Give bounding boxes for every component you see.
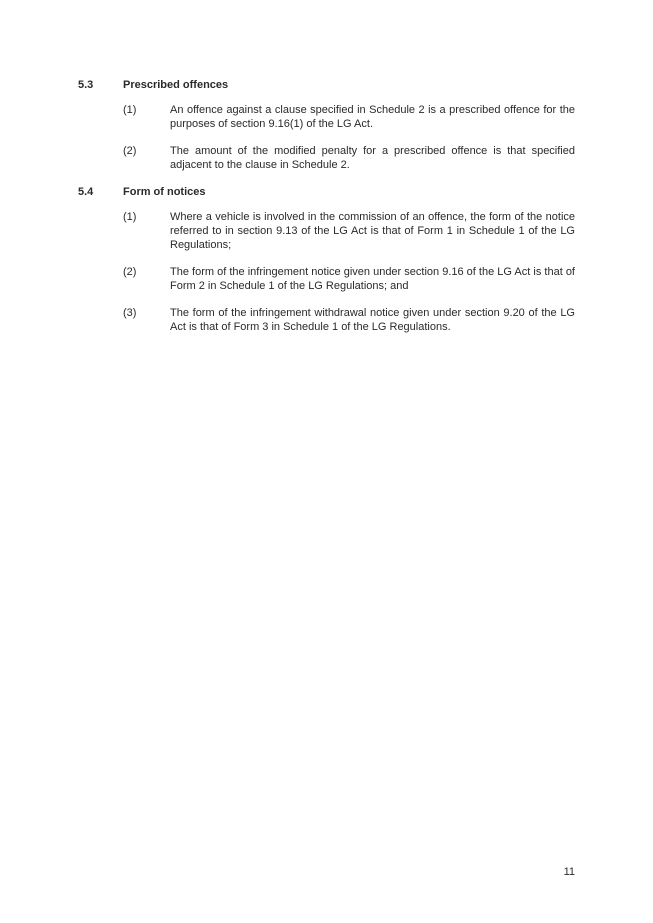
section-number: 5.4 bbox=[78, 186, 94, 198]
indent-spacer bbox=[78, 306, 123, 334]
section-form-of-notices bbox=[78, 185, 575, 334]
clause-text: An offence against a clause specified in Schedule 2 is a prescribed offence for the purposes of section 9.16(1) of the LG Act. bbox=[170, 104, 575, 130]
section-number: 5.3 bbox=[78, 79, 94, 91]
clause bbox=[78, 144, 575, 172]
clause-number: (2) bbox=[123, 145, 137, 157]
clause-number: (1) bbox=[123, 104, 137, 116]
clause-text: Where a vehicle is involved in the commission of an offence, the form of the notice referred to in section 9.13 of the LG Act is that of Form 1 in Schedule 1 of the LG Regulations; bbox=[170, 211, 575, 251]
indent-spacer bbox=[78, 265, 123, 293]
clause-text: The amount of the modified penalty for a prescribed offence is that specified adjacent to the clause in Schedule 2. bbox=[170, 145, 575, 171]
section-heading bbox=[78, 185, 575, 199]
clause bbox=[78, 265, 575, 293]
clause-number: (3) bbox=[123, 307, 137, 319]
clause bbox=[78, 210, 575, 252]
indent-spacer bbox=[78, 210, 123, 252]
indent-spacer bbox=[78, 144, 123, 172]
clause-text: The form of the infringement withdrawal notice given under section 9.20 of the LG Act is that of Form 3 in Schedule 1 of the LG Regulations. bbox=[170, 307, 575, 333]
indent-spacer bbox=[78, 103, 123, 131]
section-title: Prescribed offences bbox=[123, 79, 229, 91]
clause-text: The form of the infringement notice given under section 9.16 of the LG Act is that of Form 2 in Schedule 1 of the LG Regulations; and bbox=[170, 266, 575, 292]
section-heading bbox=[78, 78, 575, 92]
clause-number: (2) bbox=[123, 266, 137, 278]
section-prescribed-offences bbox=[78, 78, 575, 172]
clause bbox=[78, 306, 575, 334]
clause-number: (1) bbox=[123, 211, 137, 223]
section-title: Form of notices bbox=[123, 186, 206, 198]
clause bbox=[78, 103, 575, 131]
page-number: 11 bbox=[563, 866, 575, 878]
